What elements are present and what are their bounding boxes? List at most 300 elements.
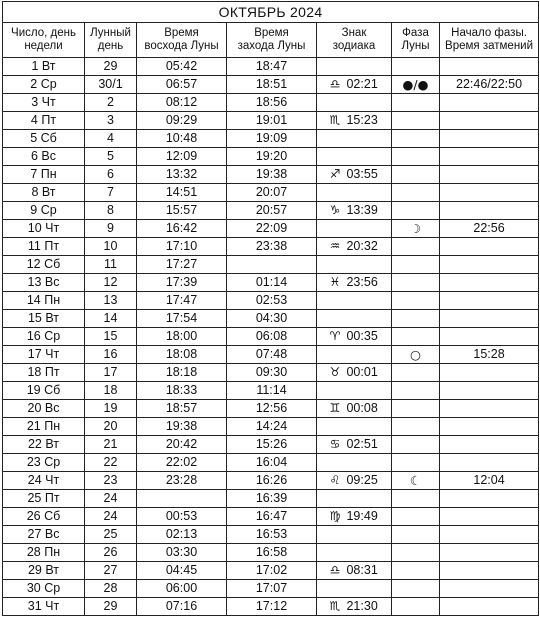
phase-start-cell: 12:04 [440, 472, 539, 490]
zodiac-cell [317, 130, 392, 148]
zodiac-entry-time: 15:23 [346, 113, 378, 127]
zodiac-cell [317, 166, 392, 184]
phase-start-cell [440, 382, 539, 400]
date-cell: 11 Пт [3, 238, 85, 256]
table-row [3, 292, 539, 310]
table-row [3, 382, 539, 400]
moonset-cell: 18:51 [227, 76, 317, 94]
moonset-cell: 20:57 [227, 202, 317, 220]
moon-phase-cell [392, 256, 440, 274]
zodiac-entry-time: 00:01 [346, 365, 378, 379]
moonset-cell: 20:07 [227, 184, 317, 202]
header-zodiac-line: зодиака [332, 40, 376, 52]
header-phase-start-line: Начало фазы. [451, 27, 527, 39]
date-cell: 30 Ср [3, 580, 85, 598]
date-cell: 25 Пт [3, 490, 85, 508]
date-cell: 17 Чт [3, 346, 85, 364]
zodiac-cell [317, 292, 392, 310]
date-cell: 9 Ср [3, 202, 85, 220]
table-row [3, 274, 539, 292]
moonrise-cell: 16:42 [137, 220, 227, 238]
zodiac-cell [317, 58, 392, 76]
date-cell: 12 Сб [3, 256, 85, 274]
moonrise-cell: 04:45 [137, 562, 227, 580]
lunar-calendar-table [2, 1, 539, 616]
date-cell: 21 Пн [3, 418, 85, 436]
table-row [3, 454, 539, 472]
zodiac-entry-time: 19:49 [346, 509, 378, 523]
header-moonset-line: Время [254, 27, 289, 39]
table-row [3, 472, 539, 490]
zodiac-entry-time: 13:39 [346, 203, 378, 217]
moonrise-cell: 02:13 [137, 526, 227, 544]
table-row [3, 346, 539, 364]
moonset-cell: 16:53 [227, 526, 317, 544]
zodiac-cell [317, 76, 392, 94]
table-row [3, 544, 539, 562]
lunar-day-cell: 11 [85, 256, 137, 274]
moonset-cell: 07:48 [227, 346, 317, 364]
moon-phase-cell [392, 544, 440, 562]
date-cell: 26 Сб [3, 508, 85, 526]
phase-start-cell [440, 328, 539, 346]
moon-phase-icon: ○ [410, 347, 421, 362]
table-row [3, 562, 539, 580]
lunar-day-cell: 10 [85, 238, 137, 256]
phase-start-cell [440, 544, 539, 562]
moonrise-cell: 17:47 [137, 292, 227, 310]
zodiac-cell [317, 148, 392, 166]
calendar-page [2, 1, 539, 616]
moon-phase-cell [392, 562, 440, 580]
zodiac-entry-time: 23:56 [346, 275, 378, 289]
moonrise-cell: 18:33 [137, 382, 227, 400]
zodiac-sign-icon: ♊ [329, 401, 341, 415]
zodiac-sign-icon: ♒ [329, 239, 341, 253]
date-cell: 13 Вс [3, 274, 85, 292]
lunar-day-cell: 14 [85, 310, 137, 328]
zodiac-entry-time: 00:08 [346, 401, 378, 415]
phase-start-cell [440, 580, 539, 598]
moonset-cell: 16:39 [227, 490, 317, 508]
header-date [3, 23, 85, 58]
zodiac-sign-icon: ♐ [329, 167, 341, 181]
table-row [3, 490, 539, 508]
phase-start-cell [440, 562, 539, 580]
phase-start-cell [440, 274, 539, 292]
table-row [3, 184, 539, 202]
moon-phase-cell [392, 490, 440, 508]
table-row [3, 526, 539, 544]
lunar-day-cell: 24 [85, 508, 137, 526]
moonset-cell: 19:09 [227, 130, 317, 148]
moon-phase-cell [392, 58, 440, 76]
zodiac-cell [317, 328, 392, 346]
moonset-cell: 12:56 [227, 400, 317, 418]
header-zodiac [317, 23, 392, 58]
moonrise-cell: 19:38 [137, 418, 227, 436]
date-cell: 19 Сб [3, 382, 85, 400]
lunar-day-cell: 2 [85, 94, 137, 112]
lunar-day-cell: 3 [85, 112, 137, 130]
zodiac-cell [317, 346, 392, 364]
moon-phase-cell [392, 598, 440, 616]
phase-start-cell [440, 310, 539, 328]
moonset-cell: 18:47 [227, 58, 317, 76]
moonrise-cell: 10:48 [137, 130, 227, 148]
moon-phase-cell [392, 94, 440, 112]
moonset-cell: 19:38 [227, 166, 317, 184]
zodiac-cell [317, 184, 392, 202]
lunar-day-cell: 13 [85, 292, 137, 310]
moon-phase-cell [392, 166, 440, 184]
phase-start-cell [440, 364, 539, 382]
date-cell: 5 Сб [3, 130, 85, 148]
moon-phase-cell [392, 76, 440, 94]
phase-start-cell [440, 256, 539, 274]
header-moon-phase-line: Фаза [402, 27, 429, 39]
zodiac-sign-icon: ♓ [329, 275, 341, 289]
header-lunar-day [85, 23, 137, 58]
phase-start-cell [440, 418, 539, 436]
table-body [3, 58, 539, 616]
table-row [3, 364, 539, 382]
moon-phase-cell [392, 310, 440, 328]
moonrise-cell: 00:53 [137, 508, 227, 526]
zodiac-entry-time: 20:32 [346, 239, 378, 253]
table-title: ОКТЯБРЬ 2024 [3, 2, 539, 23]
moonrise-cell: 18:08 [137, 346, 227, 364]
zodiac-entry-time: 03:55 [346, 167, 378, 181]
moonset-cell: 15:26 [227, 436, 317, 454]
moonset-cell: 19:20 [227, 148, 317, 166]
column-headers [3, 23, 539, 58]
phase-start-cell [440, 400, 539, 418]
moon-phase-cell [392, 454, 440, 472]
moon-phase-cell [392, 364, 440, 382]
zodiac-cell [317, 490, 392, 508]
table-row [3, 598, 539, 616]
moonrise-cell: 17:10 [137, 238, 227, 256]
lunar-day-cell: 29 [85, 598, 137, 616]
moon-phase-cell [392, 328, 440, 346]
lunar-day-cell: 29 [85, 58, 137, 76]
zodiac-cell [317, 580, 392, 598]
moon-phase-cell [392, 526, 440, 544]
table-row [3, 310, 539, 328]
date-cell: 16 Ср [3, 328, 85, 346]
moon-phase-cell [392, 202, 440, 220]
lunar-day-cell: 12 [85, 274, 137, 292]
zodiac-cell [317, 220, 392, 238]
lunar-day-cell: 24 [85, 490, 137, 508]
moonrise-cell: 03:30 [137, 544, 227, 562]
moonrise-cell: 08:12 [137, 94, 227, 112]
moon-phase-cell [392, 238, 440, 256]
table-row [3, 166, 539, 184]
moonrise-cell: 20:42 [137, 436, 227, 454]
moonrise-cell: 13:32 [137, 166, 227, 184]
table-row [3, 130, 539, 148]
header-date-line: Число, день [11, 27, 76, 39]
moon-phase-cell [392, 148, 440, 166]
date-cell: 10 Чт [3, 220, 85, 238]
moonrise-cell: 23:28 [137, 472, 227, 490]
header-lunar-day-line: Лунный [90, 27, 131, 39]
moonset-cell: 16:58 [227, 544, 317, 562]
date-cell: 1 Вт [3, 58, 85, 76]
table-row [3, 148, 539, 166]
moon-phase-cell [392, 184, 440, 202]
lunar-day-cell: 20 [85, 418, 137, 436]
table-row [3, 94, 539, 112]
zodiac-cell [317, 382, 392, 400]
moonrise-cell: 18:18 [137, 364, 227, 382]
moon-phase-cell [392, 292, 440, 310]
moonrise-cell: 18:00 [137, 328, 227, 346]
table-row [3, 58, 539, 76]
header-moonrise-line: восхода Луны [144, 40, 219, 52]
header-moonset [227, 23, 317, 58]
phase-start-cell [440, 436, 539, 454]
header-moonset-line: захода Луны [237, 40, 306, 52]
moon-phase-cell [392, 346, 440, 364]
lunar-day-cell: 18 [85, 382, 137, 400]
date-cell: 28 Пн [3, 544, 85, 562]
phase-start-cell [440, 292, 539, 310]
moon-phase-cell [392, 418, 440, 436]
phase-start-cell [440, 58, 539, 76]
lunar-day-cell: 30/1 [85, 76, 137, 94]
moonset-cell: 16:04 [227, 454, 317, 472]
moon-phase-icon: ●/● [402, 77, 429, 92]
moonrise-cell [137, 490, 227, 508]
table-row [3, 76, 539, 94]
zodiac-entry-time: 02:51 [346, 437, 378, 451]
header-phase-start-line: Время затмений [445, 40, 534, 52]
header-phase-start [440, 23, 539, 58]
table-row [3, 580, 539, 598]
zodiac-sign-icon: ♎ [329, 563, 341, 577]
zodiac-sign-icon: ♈ [329, 329, 341, 343]
date-cell: 23 Ср [3, 454, 85, 472]
zodiac-entry-time: 00:35 [346, 329, 378, 343]
phase-start-cell [440, 148, 539, 166]
moon-phase-cell [392, 472, 440, 490]
moonset-cell: 06:08 [227, 328, 317, 346]
zodiac-cell [317, 508, 392, 526]
table-row [3, 220, 539, 238]
header-lunar-day-line: день [97, 40, 124, 52]
moonset-cell: 17:12 [227, 598, 317, 616]
moonrise-cell: 17:39 [137, 274, 227, 292]
moonrise-cell: 14:51 [137, 184, 227, 202]
moonrise-cell: 22:02 [137, 454, 227, 472]
phase-start-cell [440, 112, 539, 130]
zodiac-sign-icon: ♉ [329, 365, 341, 379]
moon-phase-cell [392, 580, 440, 598]
moonrise-cell: 17:54 [137, 310, 227, 328]
lunar-day-cell: 21 [85, 436, 137, 454]
date-cell: 18 Пт [3, 364, 85, 382]
phase-start-cell [440, 490, 539, 508]
phase-start-cell: 15:28 [440, 346, 539, 364]
lunar-day-cell: 27 [85, 562, 137, 580]
date-cell: 27 Вс [3, 526, 85, 544]
table-row [3, 256, 539, 274]
phase-start-cell [440, 130, 539, 148]
date-cell: 15 Вт [3, 310, 85, 328]
moonrise-cell: 06:57 [137, 76, 227, 94]
zodiac-entry-time: 09:25 [346, 473, 378, 487]
zodiac-sign-icon: ♌ [329, 473, 341, 487]
zodiac-sign-icon: ♎ [329, 77, 341, 91]
moon-phase-cell [392, 112, 440, 130]
moonset-cell: 23:38 [227, 238, 317, 256]
table-row [3, 400, 539, 418]
zodiac-cell [317, 238, 392, 256]
moonset-cell: 17:07 [227, 580, 317, 598]
moonset-cell [227, 256, 317, 274]
date-cell: 6 Вс [3, 148, 85, 166]
moonset-cell: 16:26 [227, 472, 317, 490]
lunar-day-cell: 15 [85, 328, 137, 346]
zodiac-cell [317, 400, 392, 418]
lunar-day-cell: 17 [85, 364, 137, 382]
zodiac-cell [317, 202, 392, 220]
lunar-day-cell: 4 [85, 130, 137, 148]
zodiac-cell [317, 472, 392, 490]
zodiac-cell [317, 436, 392, 454]
phase-start-cell: 22:46/22:50 [440, 76, 539, 94]
moonrise-cell: 15:57 [137, 202, 227, 220]
moonrise-cell: 18:57 [137, 400, 227, 418]
zodiac-cell [317, 94, 392, 112]
moonset-cell: 22:09 [227, 220, 317, 238]
zodiac-sign-icon: ♏ [329, 113, 341, 127]
date-cell: 31 Чт [3, 598, 85, 616]
table-row [3, 112, 539, 130]
zodiac-cell [317, 310, 392, 328]
moon-phase-cell [392, 508, 440, 526]
date-cell: 7 Пн [3, 166, 85, 184]
zodiac-sign-icon: ♑ [329, 203, 341, 217]
lunar-day-cell: 23 [85, 472, 137, 490]
date-cell: 20 Вс [3, 400, 85, 418]
phase-start-cell [440, 508, 539, 526]
date-cell: 29 Вт [3, 562, 85, 580]
moonrise-cell: 05:42 [137, 58, 227, 76]
phase-start-cell [440, 184, 539, 202]
table-row [3, 238, 539, 256]
header-date-line: недели [24, 40, 63, 52]
date-cell: 4 Пт [3, 112, 85, 130]
date-cell: 24 Чт [3, 472, 85, 490]
header-moonrise-line: Время [164, 27, 199, 39]
lunar-day-cell: 7 [85, 184, 137, 202]
zodiac-sign-icon: ♏ [329, 599, 341, 613]
date-cell: 3 Чт [3, 94, 85, 112]
moon-phase-cell [392, 274, 440, 292]
lunar-day-cell: 28 [85, 580, 137, 598]
moon-phase-cell [392, 382, 440, 400]
lunar-day-cell: 19 [85, 400, 137, 418]
moonset-cell: 02:53 [227, 292, 317, 310]
moon-phase-cell [392, 130, 440, 148]
moonrise-cell: 09:29 [137, 112, 227, 130]
moon-phase-cell [392, 400, 440, 418]
zodiac-cell [317, 274, 392, 292]
moonrise-cell: 07:16 [137, 598, 227, 616]
date-cell: 2 Ср [3, 76, 85, 94]
date-cell: 8 Вт [3, 184, 85, 202]
phase-start-cell [440, 238, 539, 256]
lunar-day-cell: 8 [85, 202, 137, 220]
zodiac-sign-icon: ♍ [329, 509, 341, 523]
lunar-day-cell: 25 [85, 526, 137, 544]
date-cell: 22 Вт [3, 436, 85, 454]
moon-phase-cell [392, 220, 440, 238]
lunar-day-cell: 26 [85, 544, 137, 562]
moonrise-cell: 06:00 [137, 580, 227, 598]
moonrise-cell: 12:09 [137, 148, 227, 166]
phase-start-cell [440, 94, 539, 112]
date-cell: 14 Пн [3, 292, 85, 310]
moon-phase-icon: ☾ [409, 473, 422, 488]
lunar-day-cell: 22 [85, 454, 137, 472]
zodiac-cell [317, 526, 392, 544]
zodiac-cell [317, 418, 392, 436]
moonset-cell: 18:56 [227, 94, 317, 112]
phase-start-cell [440, 526, 539, 544]
table-row [3, 508, 539, 526]
header-moonrise [137, 23, 227, 58]
zodiac-cell [317, 256, 392, 274]
moonset-cell: 01:14 [227, 274, 317, 292]
phase-start-cell [440, 202, 539, 220]
header-zodiac-line: Знак [341, 27, 367, 39]
zodiac-cell [317, 112, 392, 130]
moonset-cell: 17:02 [227, 562, 317, 580]
lunar-day-cell: 9 [85, 220, 137, 238]
lunar-day-cell: 16 [85, 346, 137, 364]
header-moon-phase [392, 23, 440, 58]
moon-phase-cell [392, 436, 440, 454]
moonset-cell: 09:30 [227, 364, 317, 382]
table-row [3, 418, 539, 436]
zodiac-entry-time: 02:21 [346, 77, 378, 91]
lunar-day-cell: 5 [85, 148, 137, 166]
zodiac-cell [317, 598, 392, 616]
moonset-cell: 04:30 [227, 310, 317, 328]
moon-phase-icon: ☽ [409, 221, 422, 236]
phase-start-cell [440, 166, 539, 184]
table-row [3, 328, 539, 346]
lunar-day-cell: 6 [85, 166, 137, 184]
phase-start-cell: 22:56 [440, 220, 539, 238]
zodiac-cell [317, 562, 392, 580]
zodiac-cell [317, 364, 392, 382]
table-row [3, 202, 539, 220]
moonrise-cell: 17:27 [137, 256, 227, 274]
moonset-cell: 16:47 [227, 508, 317, 526]
header-moon-phase-line: Луны [401, 40, 430, 52]
zodiac-cell [317, 544, 392, 562]
moonset-cell: 19:01 [227, 112, 317, 130]
phase-start-cell [440, 598, 539, 616]
moonset-cell: 11:14 [227, 382, 317, 400]
zodiac-entry-time: 21:30 [346, 599, 378, 613]
